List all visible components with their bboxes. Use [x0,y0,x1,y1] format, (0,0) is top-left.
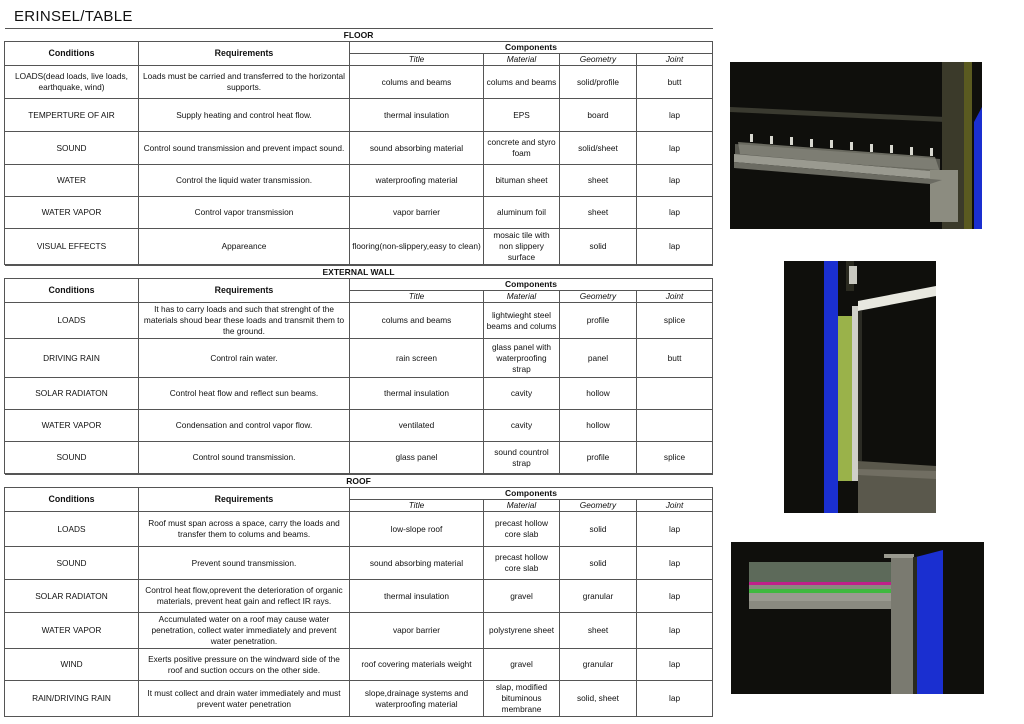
table-row [5,99,713,132]
geometry-cell: solid [560,547,637,580]
table-row [5,410,713,442]
geometry-header: Geometry [560,291,637,303]
geometry-cell: sheet [560,165,637,197]
geometry-cell: sheet [560,613,637,649]
conditions-header: Conditions [5,42,139,66]
table-row [5,649,713,681]
section-title: FLOOR [5,29,713,42]
condition-cell: WATER [5,165,139,197]
joint-cell: lap [637,165,713,197]
geometry-cell: granular [560,580,637,613]
condition-cell: VISUAL EFFECTS [5,229,139,265]
joint-cell: butt [637,66,713,99]
table-row [5,547,713,580]
material-cell: colums and beams [484,66,560,99]
material-cell: cavity [484,378,560,410]
requirement-cell: Prevent sound transmission. [139,547,350,580]
material-cell: aluminum foil [484,197,560,229]
joint-cell [637,410,713,442]
geometry-cell: profile [560,303,637,339]
section-title: EXTERNAL WALL [5,266,713,279]
table-row [5,165,713,197]
requirement-cell: Control sound transmission and prevent impact sound. [139,132,350,165]
joint-cell: splice [637,442,713,474]
requirement-cell: Supply heating and control heat flow. [139,99,350,132]
condition-cell: TEMPERTURE OF AIR [5,99,139,132]
joint-cell: lap [637,649,713,681]
components-header: Components [350,279,713,291]
title-cell: roof covering materials weight [350,649,484,681]
material-cell: mosaic tile with non slippery surface [484,229,560,265]
material-header: Material [484,500,560,512]
table-row [5,132,713,165]
requirement-cell: Accumulated water on a roof may cause water penetration, collect water immediately and prevent water penetration. [139,613,350,649]
title-cell: vapor barrier [350,613,484,649]
section-title: ROOF [5,475,713,488]
joint-header: Joint [637,54,713,66]
requirement-cell: It must collect and drain water immediately and must prevent water penetration [139,681,350,717]
material-cell: sound countrol strap [484,442,560,474]
geometry-header: Geometry [560,54,637,66]
joint-cell: lap [637,197,713,229]
condition-cell: LOADS(dead loads, live loads, earthquake, wind) [5,66,139,99]
joint-cell: lap [637,547,713,580]
geometry-cell: panel [560,339,637,378]
condition-cell: WATER VAPOR [5,613,139,649]
requirements-header: Requirements [139,279,350,303]
requirement-cell: Control rain water. [139,339,350,378]
title-cell: thermal insulation [350,378,484,410]
joint-cell: lap [637,512,713,547]
material-cell: precast hollow core slab [484,547,560,580]
condition-cell: WATER VAPOR [5,410,139,442]
joint-cell: lap [637,99,713,132]
material-cell: EPS [484,99,560,132]
condition-cell: SOLAR RADIATON [5,580,139,613]
material-header: Material [484,291,560,303]
title-header: Title [350,291,484,303]
floor-detail-render [730,62,982,229]
floor-table [4,28,713,265]
requirements-header: Requirements [139,42,350,66]
condition-cell: DRIVING RAIN [5,339,139,378]
page-title: ERINSEL/TABLE [14,8,133,25]
condition-cell: SOUND [5,442,139,474]
geometry-cell: profile [560,442,637,474]
table-row [5,339,713,378]
title-cell: colums and beams [350,303,484,339]
joint-header: Joint [637,500,713,512]
condition-cell: WIND [5,649,139,681]
condition-cell: LOADS [5,303,139,339]
components-header: Components [350,42,713,54]
title-header: Title [350,54,484,66]
material-header: Material [484,54,560,66]
title-cell: slope,drainage systems and waterproofing material [350,681,484,717]
title-cell: waterproofing material [350,165,484,197]
roof-detail-render [731,542,984,694]
table-row [5,442,713,474]
table-row [5,681,713,717]
geometry-cell: solid [560,512,637,547]
external-wall-detail-render [784,261,936,513]
geometry-cell: hollow [560,410,637,442]
material-cell: lightwieght steel beams and colums [484,303,560,339]
requirement-cell: Control heat flow,oprevent the deterioration of organic materials, prevent heat gain and reflect IR rays. [139,580,350,613]
requirement-cell: Control sound transmission. [139,442,350,474]
joint-cell: lap [637,681,713,717]
joint-cell: lap [637,613,713,649]
geometry-cell: board [560,99,637,132]
condition-cell: LOADS [5,512,139,547]
geometry-cell: solid [560,229,637,265]
title-cell: sound absorbing material [350,132,484,165]
joint-cell: lap [637,580,713,613]
table-row [5,229,713,265]
table-row [5,613,713,649]
condition-cell: SOUND [5,132,139,165]
requirement-cell: Loads must be carried and transferred to the horizontal supports. [139,66,350,99]
geometry-cell: solid/sheet [560,132,637,165]
roof-table [4,474,713,717]
title-cell: colums and beams [350,66,484,99]
joint-cell: splice [637,303,713,339]
geometry-cell: granular [560,649,637,681]
material-cell: glass panel with waterproofing strap [484,339,560,378]
material-cell: concrete and styro foam [484,132,560,165]
title-cell: glass panel [350,442,484,474]
title-cell: sound absorbing material [350,547,484,580]
condition-cell: WATER VAPOR [5,197,139,229]
table-row [5,580,713,613]
joint-header: Joint [637,291,713,303]
requirement-cell: Appareance [139,229,350,265]
condition-cell: SOLAR RADIATON [5,378,139,410]
material-cell: cavity [484,410,560,442]
conditions-header: Conditions [5,279,139,303]
requirement-cell: It has to carry loads and such that strenght of the materials shoud bear these loads and transmit them to the ground. [139,303,350,339]
geometry-cell: hollow [560,378,637,410]
material-cell: gravel [484,649,560,681]
condition-cell: SOUND [5,547,139,580]
geometry-cell: sheet [560,197,637,229]
conditions-header: Conditions [5,488,139,512]
table-row [5,378,713,410]
title-cell: flooring(non-slippery,easy to clean) [350,229,484,265]
components-header: Components [350,488,713,500]
requirement-cell: Control heat flow and reflect sun beams. [139,378,350,410]
title-cell: rain screen [350,339,484,378]
joint-cell [637,378,713,410]
condition-cell: RAIN/DRIVING RAIN [5,681,139,717]
table-row [5,512,713,547]
material-cell: bituman sheet [484,165,560,197]
table-row [5,66,713,99]
requirement-cell: Control vapor transmission [139,197,350,229]
title-cell: vapor barrier [350,197,484,229]
table-row [5,303,713,339]
title-header: Title [350,500,484,512]
table-row [5,197,713,229]
requirements-header: Requirements [139,488,350,512]
title-cell: ventilated [350,410,484,442]
geometry-cell: solid/profile [560,66,637,99]
geometry-header: Geometry [560,500,637,512]
material-cell: polystyrene sheet [484,613,560,649]
requirements-tables [4,28,712,717]
joint-cell: butt [637,339,713,378]
title-cell: thermal insulation [350,580,484,613]
material-cell: gravel [484,580,560,613]
requirement-cell: Condensation and control vapor flow. [139,410,350,442]
requirement-cell: Exerts positive pressure on the windward side of the roof and suction occurs on the other side. [139,649,350,681]
joint-cell: lap [637,132,713,165]
geometry-cell: solid, sheet [560,681,637,717]
material-cell: precast hollow core slab [484,512,560,547]
requirement-cell: Control the liquid water transmission. [139,165,350,197]
external-wall-table [4,265,713,474]
material-cell: slap, modified bituminous membrane [484,681,560,717]
joint-cell: lap [637,229,713,265]
title-cell: low-slope roof [350,512,484,547]
requirement-cell: Roof must span across a space, carry the loads and transfer them to colums and beams. [139,512,350,547]
title-cell: thermal insulation [350,99,484,132]
